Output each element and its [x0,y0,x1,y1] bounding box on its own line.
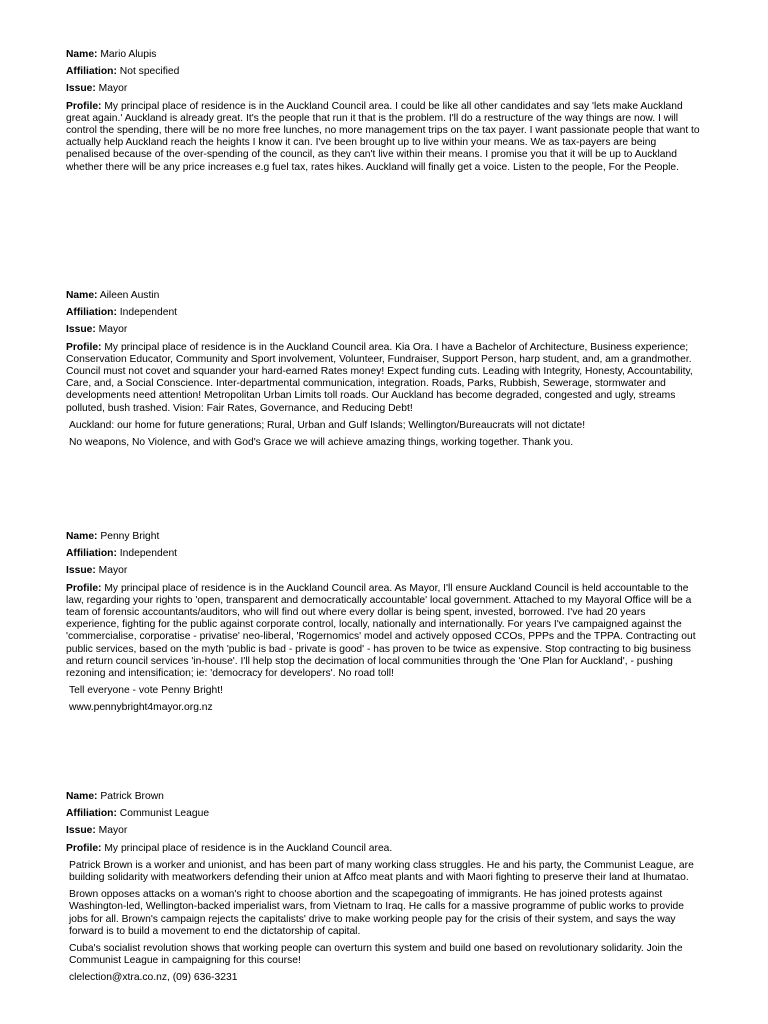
issue-label: Issue: [66,565,96,577]
issue-label: Issue: [66,825,96,837]
profile-label: Profile: [66,100,102,112]
candidate-entry [66,49,700,179]
affiliation-label: Affiliation: [66,307,117,319]
candidate-name: Aileen Austin [99,290,160,301]
issue-field [66,83,700,95]
affiliation-label: Affiliation: [66,808,117,820]
affiliation-field [66,307,700,319]
name-field [66,49,700,61]
affiliation-field [66,808,700,820]
profile-label: Profile: [66,582,102,594]
profile-paragraph: Patrick Brown is a worker and unionist, and has been part of many working class struggles. He and his party, the Communist League, are building solidarity with meatworkers defending their union at Affco meat plants and with Maori fighting to preserve their land at Ihumatao. [69,859,694,884]
name-field [66,290,700,302]
candidate-profile: My principal place of residence is in the Auckland Council area. [104,842,393,854]
name-label: Name: [66,49,98,60]
candidate-entry [66,791,700,990]
affiliation-field [66,66,700,78]
candidate-profile: My principal place of residence is in the Auckland Council area. Kia Ora. I have a Bachelor of Architecture, Business experience; Conservation Educator, Community and Sport involvement, Volunteer, Fundraiser, Support Person, harp student, and, am a grandmother. Council must not covet and squander your hard-earned Rates money! Expect funding cuts. Leading with Integrity, Honesty, Accountability, Care, and, a Social Conscience. Inter-departmental communication, integration. Roads, Parks, Rubbish, Sewerage, stormwater and developments need attention! Metropolitan Urban Limits toll roads. Our Auckland has become degraded, congested and ugly, streams polluted, bush trashed. Vision: Fair Rates, Governance, and Reducing Debt! [66,341,693,414]
candidate-issue: Mayor [98,324,128,336]
candidate-issue: Mayor [98,825,128,837]
candidate-affiliation: Independent [119,548,178,560]
profile-field [66,342,700,415]
issue-field [66,324,700,336]
issue-field [66,825,700,837]
issue-label: Issue: [66,83,96,95]
candidate-affiliation: Independent [119,307,178,319]
candidate-entry [66,531,700,720]
name-field [66,531,700,543]
profile-paragraph: Auckland: our home for future generations; Rural, Urban and Gulf Islands; Wellington/Bureaucrats will not dictate! [69,419,586,431]
candidate-affiliation: Communist League [119,808,210,820]
candidate-profile: My principal place of residence is in the Auckland Council area. I could be like all other candidates and say 'lets make Auckland great again.' Auckland is already great. It's the people that run it that is the problem. I'll do a restructure of the way things are now. I will control the spending, there will be no more free lunches, no more management trips on the tax payer. I want passionate people that want to actually help Auckland reach the heights I know it can. I've been brought up to live within your means. We as tax-payers are being penalised because of the over-spending of the council, as they can't live within their means. I promise you that it will be up to Auckland whether there will be any price increases e.g fuel tax, rates hikes. Auckland will finally get a voice. Listen to the people, For the People. [66,100,700,173]
profile-label: Profile: [66,341,102,353]
name-field [66,791,700,803]
profile-field [66,583,700,681]
profile-field [66,101,700,174]
profile-label: Profile: [66,842,102,854]
profile-paragraph: Brown opposes attacks on a woman's right to choose abortion and the scapegoating of immigrants. He has joined protests against Washington-led, Wellington-backed imperialist wars, from Vietnam to Iraq. He calls for a massive programme of public works to provide jobs for all. Brown's campaign rejects the capitalists' drive to make working people pay for the crisis of their system, and says the way forward is to build a movement to end the dictatorship of capital. [69,889,685,937]
affiliation-label: Affiliation: [66,548,117,560]
issue-field [66,565,700,577]
contact-info: clelection@xtra.co.nz, (09) 636-3231 [69,972,238,984]
profile-field [66,843,700,855]
profile-paragraph: Tell everyone - vote Penny Bright! [69,685,223,697]
candidate-issue: Mayor [98,83,128,95]
candidate-affiliation: Not specified [119,66,180,78]
name-label: Name: [66,290,98,301]
candidate-issue: Mayor [98,565,128,577]
affiliation-field [66,548,700,560]
candidate-entry [66,290,700,454]
candidate-name: Penny Bright [100,531,160,542]
name-label: Name: [66,531,98,542]
candidate-name: Patrick Brown [100,791,164,802]
name-label: Name: [66,791,98,802]
candidate-profile: My principal place of residence is in the Auckland Council area. As Mayor, I'll ensure Auckland Council is held accountable to the law, regarding your rights to 'open, transparent and democratically accountable' local government. Attached to my Mayoral Office will be a team of forensic accountants/auditors, who will find out where every dollar is being spent, invested, borrowed. I've had 20 years experience, fighting for the public against corporate control, locally, nationally and internationally. For years I've campaigned against the 'commercialise, corporatise - privatise' neo-liberal, 'Rogernomics' model and actively opposed CCOs, PPPs and the TPPA. Contracting out public services, based on the myth 'public is bad - private is good' - has proven to be twice as expensive. Stop contracting to big business and return council services 'in-house'. I'll help stop the decimation of local communities through the 'One Plan for Auckland', - pushing rezoning and intensification; ie: 'democracy for developers'. No road toll! [66,582,696,680]
candidate-name: Mario Alupis [100,49,157,60]
issue-label: Issue: [66,324,96,336]
profile-paragraph: Cuba's socialist revolution shows that working people can overturn this system and build one based on revolutionary solidarity. Join the Communist League in campaigning for this course! [69,943,683,967]
profile-paragraph: No weapons, No Violence, and with God's Grace we will achieve amazing things, working together. Thank you. [69,437,574,449]
campaign-url: www.pennybright4mayor.org.nz [69,702,213,714]
affiliation-label: Affiliation: [66,66,117,78]
